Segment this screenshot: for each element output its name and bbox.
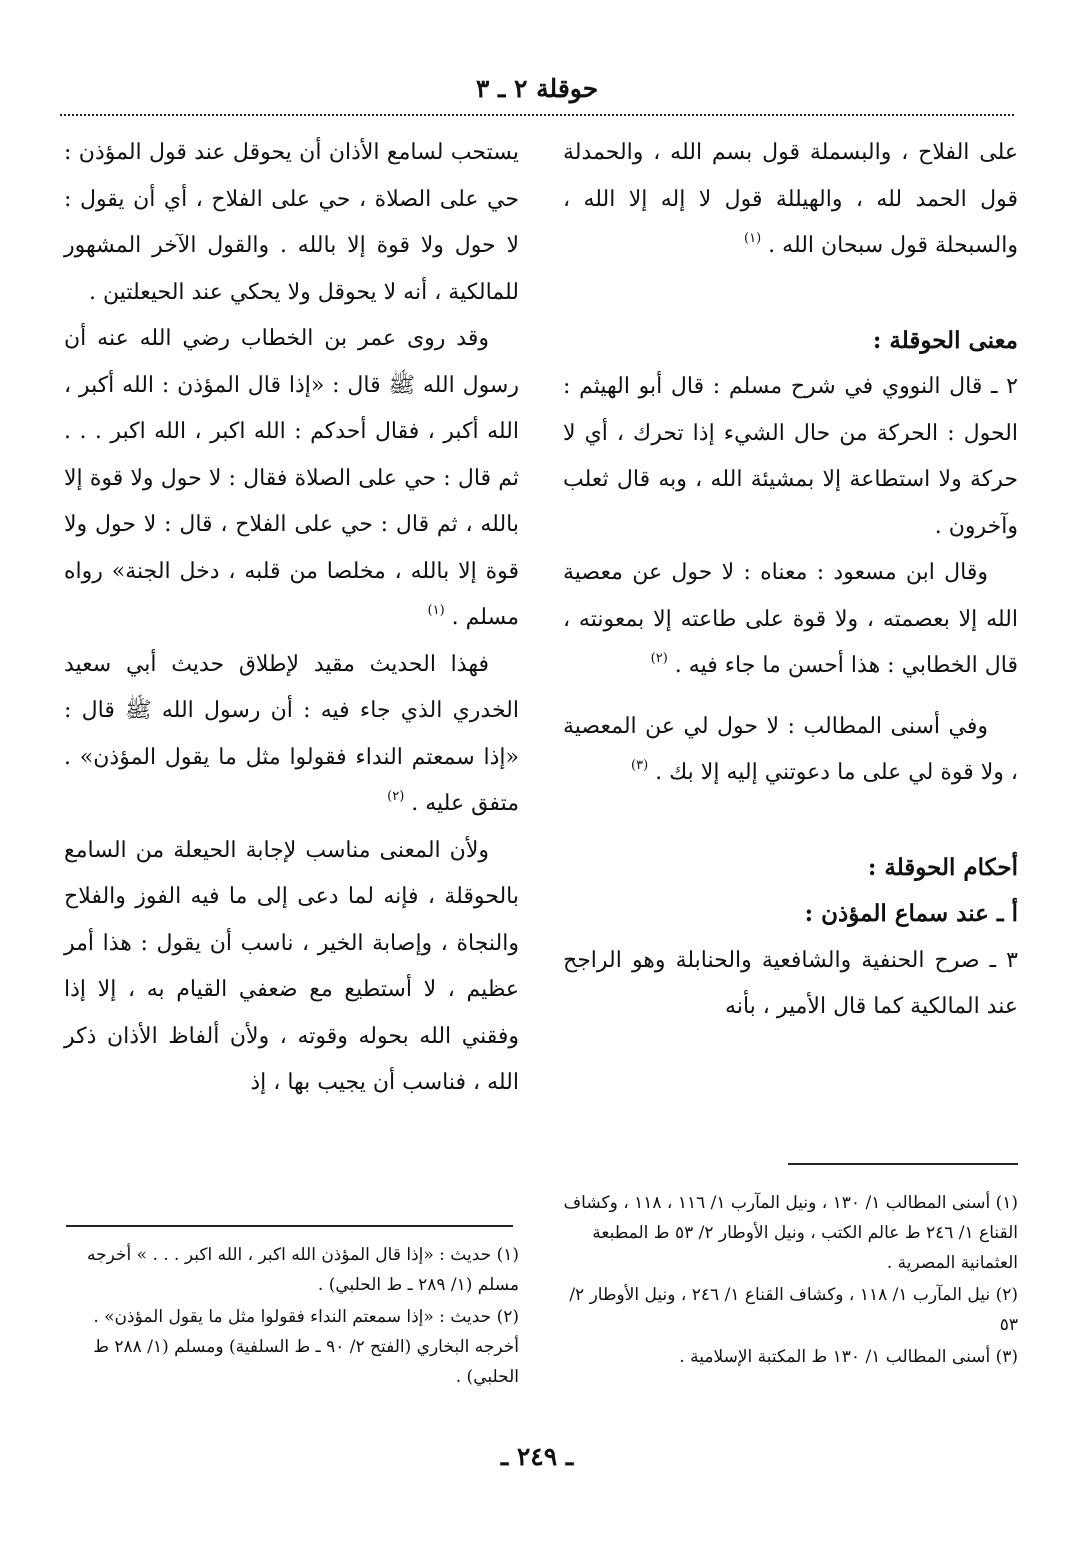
paragraph (64, 316, 519, 642)
running-title: حوقلة ٢ ـ ٣ (475, 74, 599, 103)
footnote-ref: (١) (427, 603, 445, 618)
footnote-text: حديث : «إذا سمعتم النداء فقولوا مثل ما يقول المؤذن» . أخرجه البخاري (الفتح ٢/ ٩٠ ـ ط السلفية) ومسلم (١/ ٢٨٨ ط الحلبي) . (93, 1307, 519, 1387)
footnote-number: (١) (995, 1193, 1018, 1213)
footnote-number: (٣) (995, 1347, 1018, 1367)
section-heading: معنى الحوقلة : (872, 326, 1018, 354)
footnote-number: (٢) (496, 1307, 519, 1327)
footnote-number: (١) (496, 1245, 519, 1265)
footnote (64, 1302, 519, 1392)
paragraph (64, 642, 519, 828)
footnote-text: أسنى المطالب ١/ ١٣٠ ط المكتبة الإسلامية . (679, 1347, 991, 1367)
page-number: ـ ٢٤٩ ـ (500, 1442, 574, 1471)
paragraph: ٢ ـ قال النووي في شرح مسلم : قال أبو الهيثم : الحول : الحركة من حال الشيء إذا تحرك ، أي لا حركة ولا استطاعة إلا بمشيئة الله ، وبه قال ثعلب وآخرون . (563, 374, 1018, 539)
paragraph: يستحب لسامع الأذان أن يحوقل عند قول المؤذن : حي على الصلاة ، حي على الفلاح ، أي أن يقول : لا حول ولا قوة إلا بالله . والقول الآخر المشهور للمالكية ، أنه لا يحوقل ولا يحكي عند الحيعلتين . (64, 140, 519, 305)
footnote-text: حديث : «إذا قال المؤذن الله اكبر ، الله اكبر . . . » أخرجه مسلم (١/ ٢٨٩ ـ ط الحلبي) . (87, 1245, 519, 1295)
paragraph-text: وقد روى عمر بن الخطاب رضي الله عنه أن رسول الله ﷺ قال : «إذا قال المؤذن : الله أكبر ، الله أكبر ، فقال أحدكم : الله اكبر ، الله اكبر . . . ثم قال : حي على الصلاة فقال : لا حول ولا قوة إلا بالله ، ثم قال : حي على الفلاح ، قال : لا حول ولا قوة إلا بالله ، مخلصا من قلبه ، دخل الجنة» رواه مسلم . (64, 326, 519, 630)
section-heading: أحكام الحوقلة : (867, 853, 1018, 881)
right-column (563, 130, 1018, 1031)
footnote-ref: (١) (744, 231, 762, 246)
footnote-number: (٢) (995, 1285, 1018, 1305)
footnote-separator (788, 1163, 1018, 1165)
header-dotted-rule (60, 114, 1014, 116)
footnote-ref: (٢) (650, 651, 668, 666)
sub-heading: أ ـ عند سماع المؤذن : (804, 900, 1018, 927)
paragraph-text: على الفلاح ، والبسملة قول بسم الله ، والحمدلة قول الحمد لله ، والهيللة قول لا إله إلا الله ، والسبحلة قول سبحان الله . (563, 140, 1018, 258)
footnotes-right (563, 1188, 1018, 1374)
footnote-ref: (٢) (387, 789, 405, 804)
paragraph (563, 130, 1018, 270)
footnote (563, 1342, 1018, 1372)
paragraph-text: فهذا الحديث مقيد لإطلاق حديث أبي سعيد الخدري الذي جاء فيه : أن رسول الله ﷺ قال : «إذا سمعتم النداء فقولوا مثل ما يقول المؤذن» . متفق عليه . (64, 651, 519, 816)
footnote-text: نيل المآرب ١/ ١١٨ ، وكشاف القناع ١/ ٢٤٦ ، ونيل الأوطار ٢/ ٥٣ (569, 1285, 1018, 1335)
paragraph: ٣ ـ صرح الحنفية والشافعية والحنابلة وهو الراجح عند المالكية كما قال الأمير ، بأنه (563, 947, 1018, 1019)
paragraph (563, 704, 1018, 797)
paragraph (563, 550, 1018, 690)
footnote (64, 1240, 519, 1300)
paragraph-text: وفي أسنى المطالب : لا حول لي عن المعصية ، ولا قوة لي على ما دعوتني إليه إلا بك . (563, 713, 1018, 785)
footnote-text: أسنى المطالب ١/ ١٣٠ ، ونيل المآرب ١/ ١١٦ ، ١١٨ ، وكشاف القناع ١/ ٢٤٦ ط عالم الكتب ، ونيل الأوطار ٢/ ٥٣ ط المطبعة العثمانية المصرية . (563, 1193, 1018, 1273)
footnote-ref: (٣) (631, 758, 649, 773)
left-column (64, 130, 519, 1107)
footnote (563, 1280, 1018, 1340)
paragraph-text: وقال ابن مسعود : معناه : لا حول عن معصية الله إلا بعصمته ، ولا قوة على طاعته إلا بمعونته ، قال الخطابي : هذا أحسن ما جاء فيه . (563, 560, 1018, 678)
footnote (563, 1188, 1018, 1278)
paragraph: ولأن المعنى مناسب لإجابة الحيعلة من السامع بالحوقلة ، فإنه لما دعى إلى ما فيه الفوز والفلاح والنجاة ، وإصابة الخير ، ناسب أن يقول : هذا أمر عظيم ، لا أستطيع مع ضعفي القيام به ، إلا إذا وفقني الله بحوله وقوته ، ولأن ألفاظ الأذان ذكر الله ، فناسب أن يجيب بها ، إذ (64, 837, 519, 1095)
footnotes-left (64, 1240, 519, 1394)
footnote-separator (66, 1225, 513, 1227)
